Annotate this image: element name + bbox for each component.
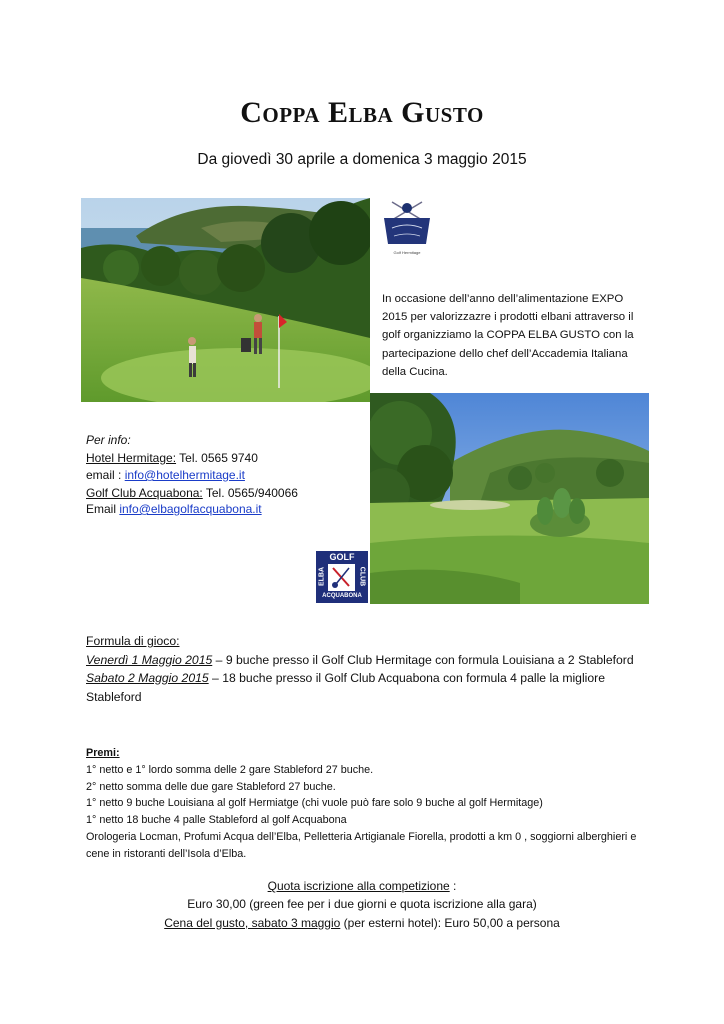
formula-heading: Formula di gioco: [86, 634, 180, 648]
quota-cena-text: (per esterni hotel): Euro 50,00 a persona [340, 915, 560, 930]
contact-hermitage [86, 450, 366, 468]
premi-item: 1° netto 18 buche 4 palle Stableford al golf Acquabona [86, 814, 347, 827]
formula-day1 [86, 651, 646, 670]
quota-section [0, 877, 724, 932]
acquabona-logo [316, 551, 368, 603]
formula-day1-date: Venerdì 1 Maggio 2015 [86, 652, 213, 667]
acquabona-logo-right: CLUB [358, 566, 366, 587]
quota-cena-label: Cena del gusto, sabato 3 maggio [164, 915, 341, 930]
quota-heading-suffix: : [449, 879, 457, 893]
formula-day2-date: Sabato 2 Maggio 2015 [86, 671, 209, 685]
event-dates: Da giovedì 30 aprile a domenica 3 maggio 2015 [197, 151, 527, 168]
acquabona-logo-bottom: ACQUABONA [322, 593, 362, 599]
acquabona-logo-crest [328, 564, 355, 591]
quota-price: Euro 30,00 (green fee per i due giorni e quota iscrizione alla gara) [187, 897, 537, 912]
contact-label: Per info: [86, 433, 131, 447]
contact-acquabona-email [86, 502, 366, 517]
hermitage-logo-caption: Golf Hermitage [393, 250, 421, 255]
contact-info [86, 432, 366, 517]
premi-item: 2° netto somma delle due gare Stableford 27 buche. [86, 780, 336, 793]
hermitage-tel: Tel. 0565 9740 [176, 450, 258, 465]
acquabona-logo-left: ELBA [318, 566, 326, 587]
golf-course-photo [370, 393, 649, 604]
formula-day1-text: – 9 buche presso il Golf Club Hermitage con formula Louisiana a 2 Stableford [212, 652, 634, 667]
acquabona-name: Golf Club Acquabona: [86, 485, 203, 500]
formula-section [86, 632, 646, 706]
golf-sea-photo [81, 198, 370, 402]
quota-heading-line [0, 877, 724, 895]
premi-section [86, 745, 646, 863]
premi-heading: Premi: [86, 747, 120, 759]
hermitage-email-prefix: email : [86, 468, 125, 482]
contact-acquabona [86, 485, 366, 503]
acquabona-tel: Tel. 0565/940066 [202, 485, 298, 500]
quota-heading: Quota iscrizione alla competizione [267, 879, 450, 893]
page-title: Coppa Elba Gusto [240, 96, 484, 129]
contact-hermitage-email [86, 467, 366, 485]
premi-item: 1° netto 9 buche Louisiana al golf Hermiatge (chi vuole può fare solo 9 buche al golf Hermitage) [86, 797, 543, 810]
premi-item: Orologeria Locman, Profumi Acqua dell’Elba, Pelletteria Artigianale Fiorella, prodotti a km 0 , soggiorni alberghieri e cene in ristoranti dell’Isola d’Elba. [86, 830, 637, 860]
acquabona-email-link[interactable]: info@elbagolfacquabona.it [119, 502, 262, 516]
hermitage-email-link[interactable]: info@hotelhermitage.it [124, 468, 245, 482]
premi-item: 1° netto e 1° lordo somma delle 2 gare Stableford 27 buche. [86, 763, 374, 776]
hermitage-logo [378, 196, 436, 262]
quota-cena-line [0, 914, 724, 932]
acquabona-logo-top: GOLF [329, 552, 355, 562]
intro-paragraph: In occasione dell’anno dell’alimentazione EXPO 2015 per valorizzazre i prodotti elbani attraverso il golf organizziamo la COPPA ELBA GUSTO con la partecipazione dello chef dell’Accademia Italiana della Cucina. [382, 293, 634, 378]
formula-day2-text: – 18 buche presso il Golf Club Acquabona con formula 4 palle la migliore Stableford [86, 671, 605, 704]
acquabona-email-prefix: Email [86, 502, 120, 516]
hermitage-name: Hotel Hermitage: [86, 450, 177, 465]
formula-day2 [86, 669, 646, 706]
